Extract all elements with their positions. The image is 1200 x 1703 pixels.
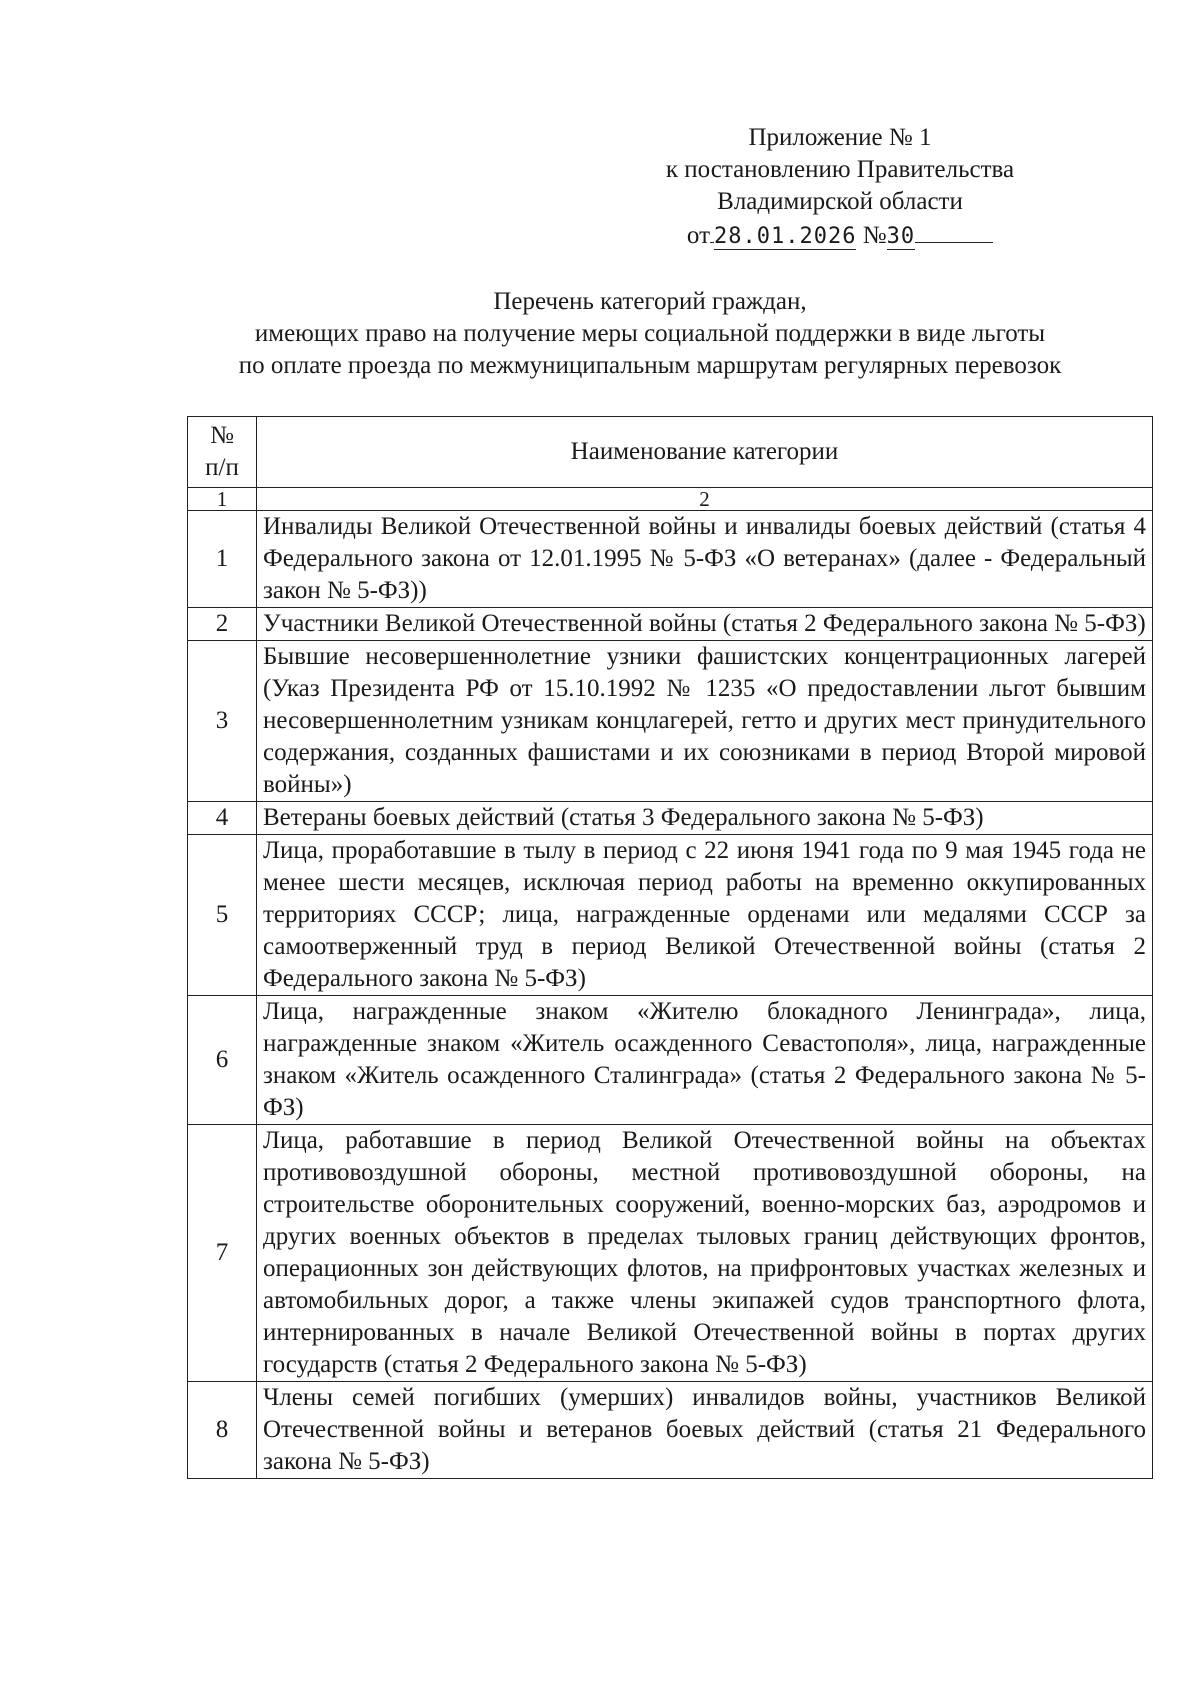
number-value: 30 bbox=[886, 224, 916, 249]
table-row bbox=[188, 1125, 1153, 1382]
appendix-resolution: к постановлению Правительства bbox=[665, 156, 1015, 183]
appendix-header bbox=[620, 122, 1060, 253]
row-category: Бывшие несовершеннолетние узники фашистских концентрационных лагерей (Указ Президента РФ от 15.10.1992 № 1235 «О предоставлении льгот бывшим несовершеннолетним узникам концлагерей, гетто и других мест принудительного содержания, созданных фашистами и их союзниками в период Второй мировой войны») bbox=[257, 641, 1153, 802]
table-row bbox=[188, 641, 1153, 802]
column-index-1: 1 bbox=[188, 488, 257, 511]
table-header-row bbox=[188, 417, 1153, 488]
appendix-region: Владимирской области bbox=[717, 188, 963, 215]
title-line-1: Перечень категорий граждан, bbox=[493, 288, 807, 315]
column-index-row bbox=[188, 488, 1153, 511]
date-prefix: от bbox=[686, 222, 711, 249]
row-category: Члены семей погибших (умерших) инвалидов войны, участников Великой Отечественной войны и ветеранов боевых действий (статья 21 Федерального закона № 5-ФЗ) bbox=[257, 1382, 1153, 1479]
row-category: Лица, награжденные знаком «Жителю блокадного Ленинграда», лица, награжденные знаком «Житель осажденного Севастополя», лица, награжденные знаком «Житель осажденного Сталинграда» (статья 2 Федерального закона № 5-ФЗ) bbox=[257, 996, 1153, 1125]
table-row bbox=[188, 1382, 1153, 1479]
document-title bbox=[150, 286, 1150, 382]
row-number: 1 bbox=[188, 511, 257, 608]
table-row bbox=[188, 996, 1153, 1125]
row-category: Ветераны боевых действий (статья 3 Федерального закона № 5-ФЗ) bbox=[257, 802, 1153, 835]
header-num-abbr: п/п bbox=[205, 454, 239, 481]
appendix-number: Приложение № 1 bbox=[748, 124, 932, 151]
row-number: 7 bbox=[188, 1125, 257, 1382]
title-line-3: по оплате проезда по межмуниципальным маршрутам регулярных перевозок bbox=[238, 352, 1062, 379]
row-number: 6 bbox=[188, 996, 257, 1125]
header-num-cell bbox=[188, 417, 257, 488]
table-row bbox=[188, 608, 1153, 641]
row-number: 8 bbox=[188, 1382, 257, 1479]
table-row bbox=[188, 511, 1153, 608]
table-row bbox=[188, 835, 1153, 996]
row-number: 3 bbox=[188, 641, 257, 802]
categories-table bbox=[187, 416, 1153, 1479]
header-name-cell: Наименование категории bbox=[257, 417, 1153, 488]
row-category: Участники Великой Отечественной войны (статья 2 Федерального закона № 5-ФЗ) bbox=[257, 608, 1153, 641]
header-num-symbol: № bbox=[210, 422, 234, 449]
column-index-2: 2 bbox=[257, 488, 1153, 511]
table-row bbox=[188, 802, 1153, 835]
number-underline bbox=[915, 218, 993, 243]
row-number: 2 bbox=[188, 608, 257, 641]
row-category: Лица, проработавшие в тылу в период с 22 июня 1941 года по 9 мая 1945 года не менее шести месяцев, исключая период работы на временно оккупированных территориях СССР; лица, награжденные орденами или медалями СССР за самоотверженный труд в период Великой Отечественной войны (статья 2 Федерального закона № 5-ФЗ) bbox=[257, 835, 1153, 996]
appendix-date-line bbox=[620, 218, 1060, 253]
title-line-2: имеющих право на получение меры социальной поддержки в виде льготы bbox=[254, 320, 1046, 347]
number-prefix: № bbox=[862, 222, 887, 249]
row-number: 4 bbox=[188, 802, 257, 835]
date-value: 28.01.2026 bbox=[714, 224, 857, 249]
row-number: 5 bbox=[188, 835, 257, 996]
row-category: Инвалиды Великой Отечественной войны и инвалиды боевых действий (статья 4 Федерального закона от 12.01.1995 № 5-ФЗ «О ветеранах» (далее - Федеральный закон № 5-ФЗ)) bbox=[257, 511, 1153, 608]
row-category: Лица, работавшие в период Великой Отечественной войны на объектах противовоздушной обороны, местной противовоздушной обороны, на строительстве оборонительных сооружений, военно-морских баз, аэродромов и других военных объектов в пределах тыловых границ действующих фронтов, операционных зон действующих флотов, на прифронтовых участках железных и автомобильных дорог, а также члены экипажей судов транспортного флота, интернированных в начале Великой Отечественной войны в портах других государств (статья 2 Федерального закона № 5-ФЗ) bbox=[257, 1125, 1153, 1382]
